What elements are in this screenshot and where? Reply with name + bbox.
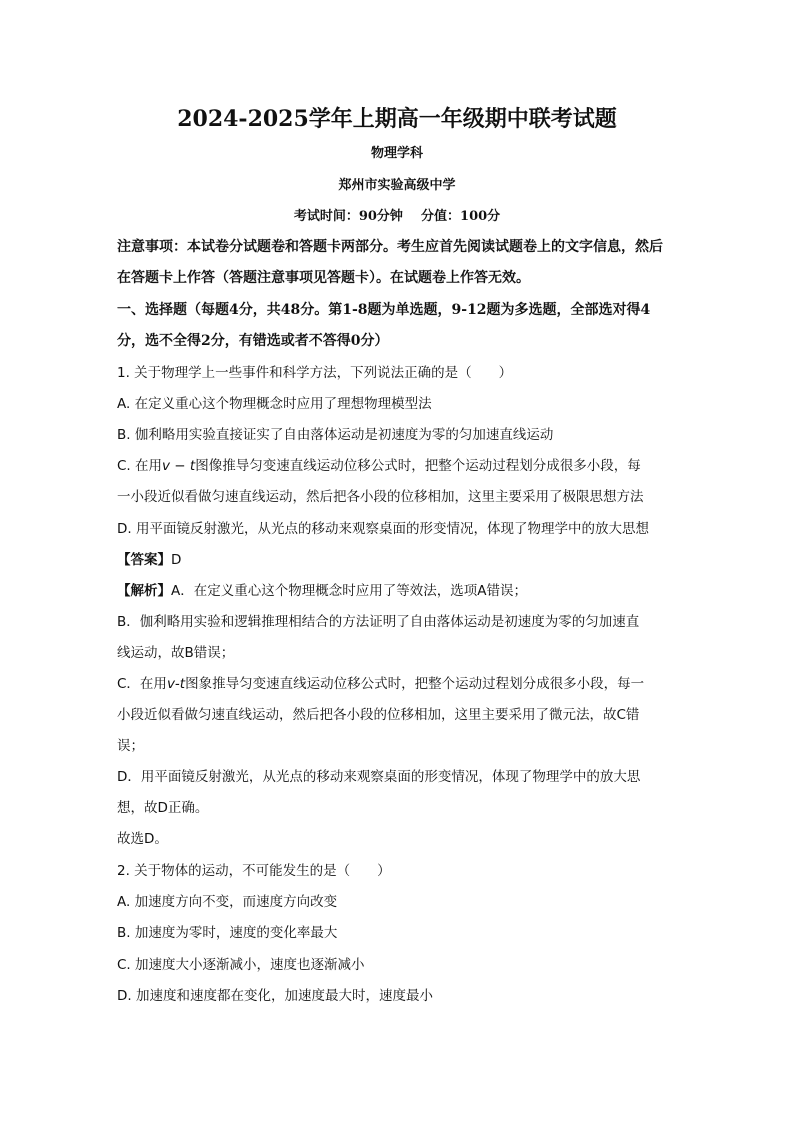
analysis-line-c3: 误； (117, 738, 144, 754)
question-1-option-a: A. 在定义重心这个物理概念时应用了理想物理模型法 (117, 396, 432, 412)
answer-line (117, 550, 677, 570)
analysis-tag: 【解析】 (117, 583, 171, 599)
answer-value: D (171, 552, 182, 568)
analysis-line-a (117, 581, 677, 601)
exam-title: 2024-2025学年上期高一年级期中联考试题 (177, 106, 617, 132)
subject-label: 物理学科 (370, 146, 423, 161)
conclusion-line: 故选D。 (117, 831, 168, 847)
analysis-line-c1 (117, 674, 677, 694)
question-1-stem: 1. 关于物理学上一些事件和科学方法，下列说法正确的是（ ） (117, 365, 513, 381)
question-1-option-c-line-2: 一小段近似看做匀速直线运动，然后把各小段的位移相加，这里主要采用了极限思想方法 (117, 489, 644, 505)
analysis-line-b1: B．伽利略用实验和逻辑推理相结合的方法证明了自由落体运动是初速度为零的匀加速直 (117, 614, 640, 630)
notice-line-1: 注意事项：本试卷分试题卷和答题卡两部分。考生应首先阅读试题卷上的文字信息，然后 (117, 239, 663, 255)
option-c-variable: v − t (162, 458, 196, 474)
question-2-option-d: D. 加速度和速度都在变化，加速度最大时，速度最小 (117, 988, 433, 1004)
question-2-option-c: C. 加速度大小逐渐减小，速度也逐渐减小 (117, 957, 365, 973)
question-1-option-d: D. 用平面镜反射激光，从光点的移动来观察桌面的形变情况，体现了物理学中的放大思想 (117, 521, 649, 537)
question-1-option-b: B. 伽利略用实验直接证实了自由落体运动是初速度为零的匀加速直线运动 (117, 427, 554, 443)
notice-line-2: 在答题卡上作答（答题注意事项见答题卡）。在试题卷上作答无效。 (117, 270, 530, 286)
school-name: 郑州市实验高级中学 (338, 178, 456, 193)
question-2-stem: 2. 关于物体的运动，不可能发生的是（ ） (117, 863, 391, 879)
section-heading-line-1: 一、选择题（每题4分，共48分。第1-8题为单选题，9-12题为多选题，全部选对得4 (117, 302, 651, 318)
question-2-option-b: B. 加速度为零时，速度的变化率最大 (117, 925, 338, 941)
question-1-option-c (117, 456, 677, 476)
analysis-line-d2: 想，故D正确。 (117, 800, 209, 816)
option-c-prefix: C. 在用 (117, 458, 163, 474)
answer-tag: 【答案】 (117, 552, 171, 568)
analysis-a-text: A．在定义重心这个物理概念时应用了等效法，选项A错误； (171, 583, 527, 599)
analysis-line-c2: 小段近似看做匀速直线运动，然后把各小段的位移相加，这里主要采用了微元法，故C错 (117, 707, 640, 723)
analysis-c-variable: v-t (166, 676, 186, 692)
question-2-option-a: A. 加速度方向不变，而速度方向改变 (117, 894, 338, 910)
exam-info: 考试时间：90分钟 分值：100分 (293, 209, 501, 224)
analysis-line-d1: D．用平面镜反射激光，从光点的移动来观察桌面的形变情况，体现了物理学中的放大思 (117, 769, 641, 785)
section-heading-line-2: 分，选不全得2分，有错选或者不答得0分） (117, 333, 389, 349)
option-c-text: 图像推导匀变速直线运动位移公式时，把整个运动过程划分成很多小段，每 (195, 458, 641, 474)
analysis-c-text: 图象推导匀变速直线运动位移公式时，把整个运动过程划分成很多小段，每一 (185, 676, 645, 692)
analysis-line-b2: 线运动，故B错误； (117, 645, 235, 661)
analysis-c-prefix: C．在用 (117, 676, 167, 692)
